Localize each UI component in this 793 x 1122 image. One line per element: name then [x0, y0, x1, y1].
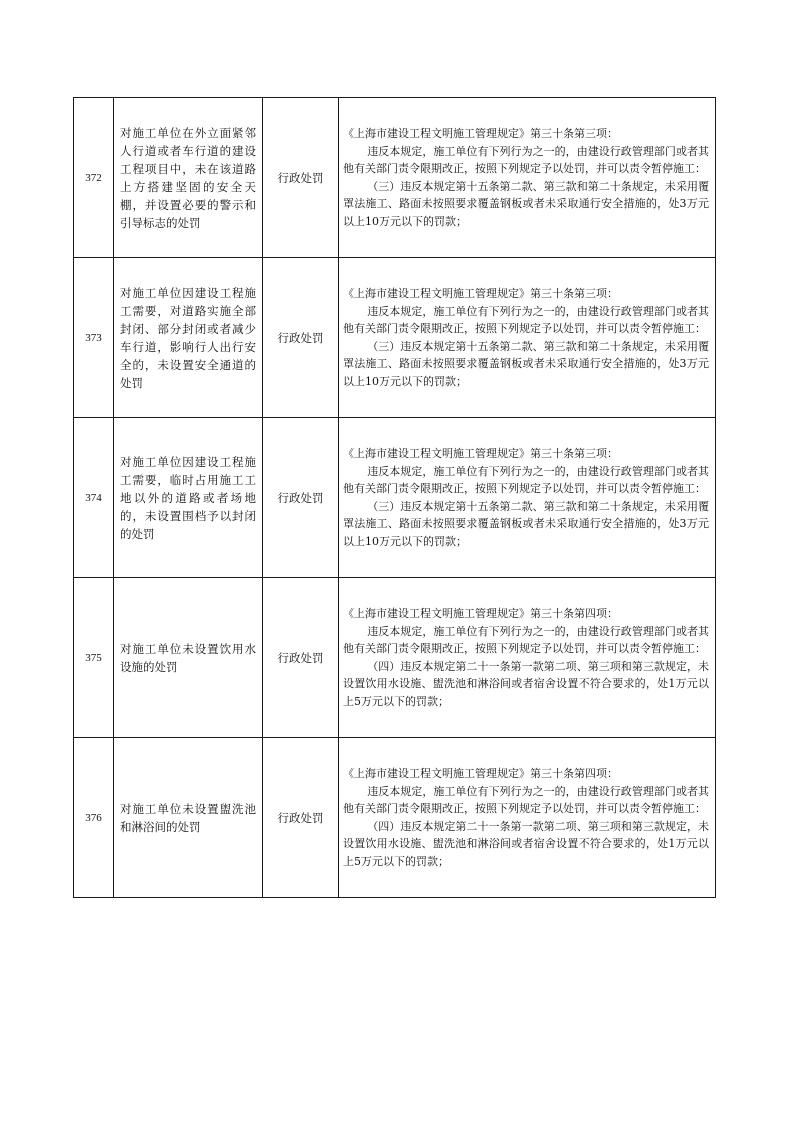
- basis-title: 《上海市建设工程文明施工管理规定》第三十条第四项：: [343, 767, 618, 780]
- table-row: [74, 258, 716, 418]
- basis-paragraph: 违反本规定，施工单位有下列行为之一的，由建设行政管理部门或者其他有关部门责令限期改正，按照下列规定予以处罚，并可以责令暂停施工：: [343, 304, 709, 335]
- item-type: 行政处罚: [263, 578, 339, 738]
- legal-basis: [339, 738, 716, 898]
- row-number: 375: [74, 578, 114, 738]
- basis-paragraph: 违反本规定，施工单位有下列行为之一的，由建设行政管理部门或者其他有关部门责令限期改正，按照下列规定予以处罚，并可以责令暂停施工：: [343, 144, 709, 175]
- item-name: 对施工单位因建设工程施工需要，对道路实施全部封闭、部分封闭或者减少车行道，影响行人出行安全的，未设置安全通道的处罚: [114, 258, 263, 418]
- basis-title: 《上海市建设工程文明施工管理规定》第三十条第三项：: [343, 287, 618, 300]
- row-number: 372: [74, 98, 114, 258]
- basis-title: 《上海市建设工程文明施工管理规定》第三十条第三项：: [343, 127, 618, 140]
- item-name: 对施工单位在外立面紧邻人行道或者车行道的建设工程项目中，未在该道路上方搭建坚固的安全天棚，并设置必要的警示和引导标志的处罚: [114, 98, 263, 258]
- table-row: [74, 98, 716, 258]
- basis-paragraph: 违反本规定，施工单位有下列行为之一的，由建设行政管理部门或者其他有关部门责令限期改正，按照下列规定予以处罚，并可以责令暂停施工：: [343, 784, 709, 815]
- item-type: 行政处罚: [263, 738, 339, 898]
- basis-paragraph: （三）违反本规定第十五条第二款、第三款和第二十条规定，未采用覆罩法施工、路面未按照要求覆盖钢板或者未采取通行安全措施的，处3万元以上10万元以下的罚款；: [343, 499, 709, 548]
- legal-basis: [339, 258, 716, 418]
- legal-basis: [339, 418, 716, 578]
- basis-paragraph: （三）违反本规定第十五条第二款、第三款和第二十条规定，未采用覆罩法施工、路面未按照要求覆盖钢板或者未采取通行安全措施的，处3万元以上10万元以下的罚款；: [343, 179, 709, 228]
- item-type: 行政处罚: [263, 98, 339, 258]
- basis-title: 《上海市建设工程文明施工管理规定》第三十条第四项：: [343, 607, 618, 620]
- row-number: 376: [74, 738, 114, 898]
- basis-paragraph: （三）违反本规定第十五条第二款、第三款和第二十条规定，未采用覆罩法施工、路面未按照要求覆盖钢板或者未采取通行安全措施的，处3万元以上10万元以下的罚款；: [343, 339, 709, 388]
- row-number: 374: [74, 418, 114, 578]
- legal-basis: [339, 578, 716, 738]
- row-number: 373: [74, 258, 114, 418]
- table-row: [74, 738, 716, 898]
- basis-paragraph: （四）违反本规定第二十一条第一款第二项、第三项和第三款规定，未设置饮用水设施、盥洗池和淋浴间或者宿舍设置不符合要求的，处1万元以上5万元以下的罚款；: [343, 659, 709, 708]
- item-name: 对施工单位未设置饮用水设施的处罚: [114, 578, 263, 738]
- table-row: [74, 578, 716, 738]
- item-type: 行政处罚: [263, 258, 339, 418]
- table-row: [74, 418, 716, 578]
- legal-basis: [339, 98, 716, 258]
- basis-paragraph: 违反本规定，施工单位有下列行为之一的，由建设行政管理部门或者其他有关部门责令限期改正，按照下列规定予以处罚，并可以责令暂停施工：: [343, 464, 709, 495]
- item-type: 行政处罚: [263, 418, 339, 578]
- item-name: 对施工单位未设置盥洗池和淋浴间的处罚: [114, 738, 263, 898]
- item-name: 对施工单位因建设工程施工需要，临时占用施工工地以外的道路或者场地的，未设置围档予以封闭的处罚: [114, 418, 263, 578]
- basis-title: 《上海市建设工程文明施工管理规定》第三十条第三项：: [343, 447, 618, 460]
- penalty-table: [73, 97, 716, 898]
- basis-paragraph: 违反本规定，施工单位有下列行为之一的，由建设行政管理部门或者其他有关部门责令限期改正，按照下列规定予以处罚，并可以责令暂停施工：: [343, 624, 709, 655]
- basis-paragraph: （四）违反本规定第二十一条第一款第二项、第三项和第三款规定，未设置饮用水设施、盥洗池和淋浴间或者宿舍设置不符合要求的，处1万元以上5万元以下的罚款；: [343, 819, 709, 868]
